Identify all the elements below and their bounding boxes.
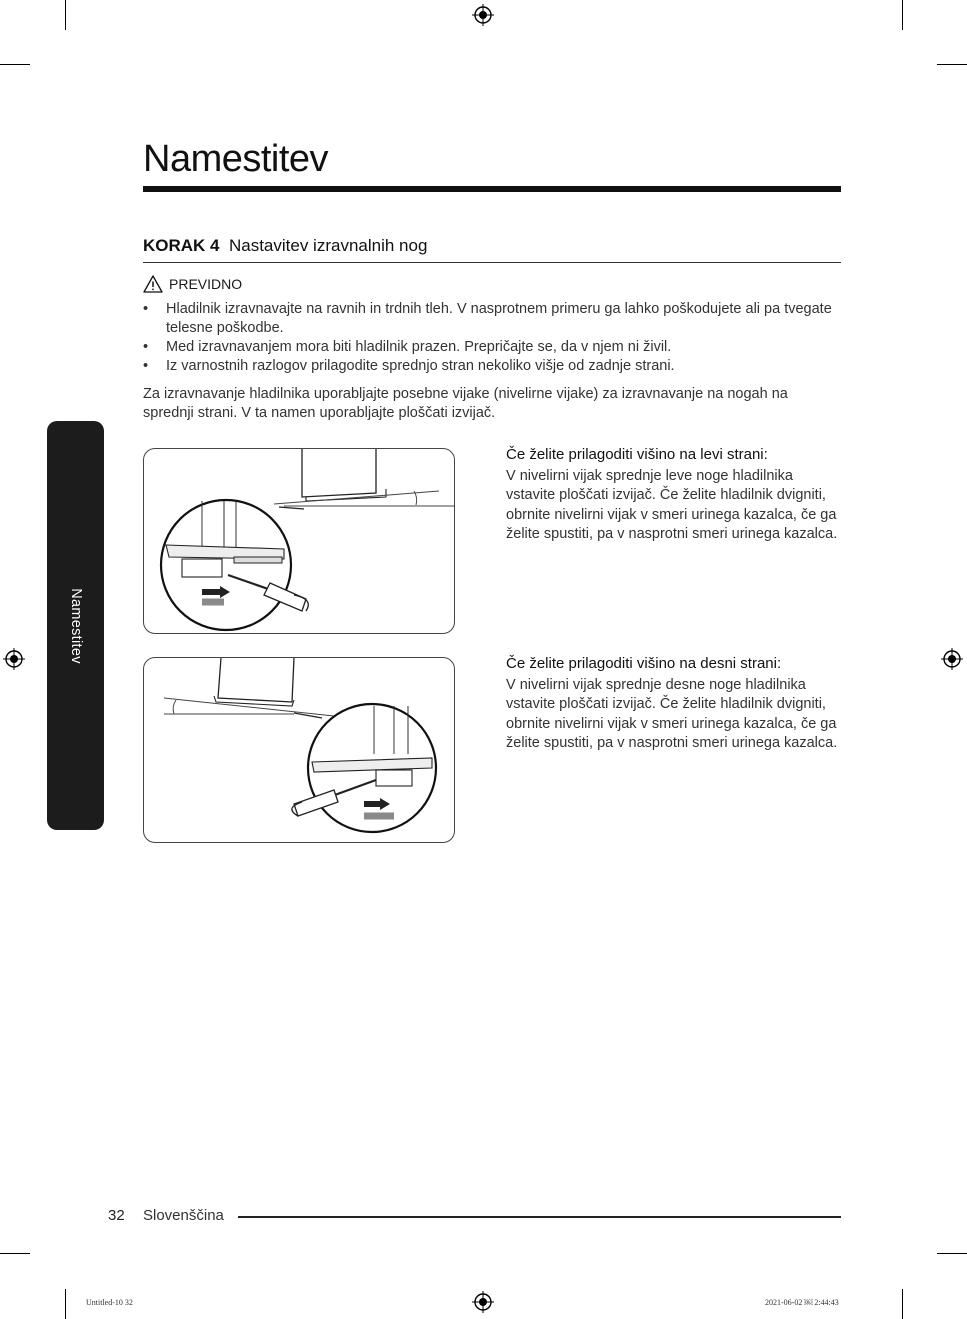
right-foot-illustration xyxy=(143,657,455,843)
crop-mark xyxy=(902,0,903,30)
step-title: Nastavitev izravnalnih nog xyxy=(228,236,428,255)
page-title: Namestitev xyxy=(143,138,329,180)
registration-mark-icon xyxy=(472,4,494,26)
registration-mark-icon xyxy=(3,648,25,670)
title-divider xyxy=(143,186,841,192)
right-side-heading: Če želite prilagoditi višino na desni strani: xyxy=(506,655,782,672)
caution-header xyxy=(143,275,242,293)
list-item: • Hladilnik izravnavajte na ravnih in trdnih tleh. V nasprotnem primeru ga lahko poškodujete ali pa tvegate telesne poškodbe. xyxy=(143,300,833,338)
step-label: KORAK 4 xyxy=(143,236,220,255)
crop-mark xyxy=(902,1289,903,1319)
crop-mark xyxy=(65,1289,66,1319)
step-divider xyxy=(143,262,841,263)
right-foot-drawing xyxy=(144,658,454,842)
print-slug-left: Untitled-10 32 xyxy=(86,1298,133,1307)
left-foot-illustration xyxy=(143,448,455,634)
left-foot-drawing xyxy=(144,449,454,633)
caution-label: PREVIDNO xyxy=(169,276,243,292)
page-number: 32 xyxy=(108,1207,125,1224)
left-side-heading: Če želite prilagoditi višino na levi strani: xyxy=(506,446,768,463)
right-side-body: V nivelirni vijak sprednje desne noge hladilnika vstavite ploščati izvijač. Če želite hladilnik dvigniti, obrnite nivelirni vijak v smeri urinega kazalca, če ga želite spustiti, pa v nasprotni smeri urinega kazalca. xyxy=(506,677,838,751)
left-side-body: V nivelirni vijak sprednje leve noge hladilnika vstavite ploščati izvijač. Če želite hladilnik dvigniti, obrnite nivelirni vijak v smeri urinega kazalca, če ga želite spustiti, pa v nasprotni smeri urinega kazalca. xyxy=(506,468,838,542)
print-slug-right: 2021-06-02 ￼ 2:44:43 xyxy=(765,1298,839,1307)
crop-mark xyxy=(937,64,967,65)
side-tab-label: Namestitev xyxy=(67,587,84,664)
crop-mark xyxy=(65,0,66,30)
footer-language: Slovenščina xyxy=(143,1207,224,1224)
list-item: • Med izravnavanjem mora biti hladilnik prazen. Prepričajte se, da v njem ni živil. xyxy=(143,338,833,357)
crop-mark xyxy=(0,64,30,65)
step-heading xyxy=(143,236,427,256)
chapter-side-tab xyxy=(47,421,104,830)
caution-list xyxy=(143,300,833,376)
crop-mark xyxy=(937,1253,967,1254)
list-item: • Iz varnostnih razlogov prilagodite sprednjo stran nekoliko višje od zadnje strani. xyxy=(143,357,833,376)
intro-paragraph: Za izravnavanje hladilnika uporabljajte posebne vijake (nivelirne vijake) za izravnavanje na nogah na sprednji strani. V ta namen uporabljajte ploščati izvijač. xyxy=(143,386,788,421)
crop-mark xyxy=(0,1253,30,1254)
registration-mark-icon xyxy=(472,1291,494,1313)
footer-divider xyxy=(238,1216,841,1218)
warning-triangle-icon xyxy=(143,275,163,293)
registration-mark-icon xyxy=(941,648,963,670)
